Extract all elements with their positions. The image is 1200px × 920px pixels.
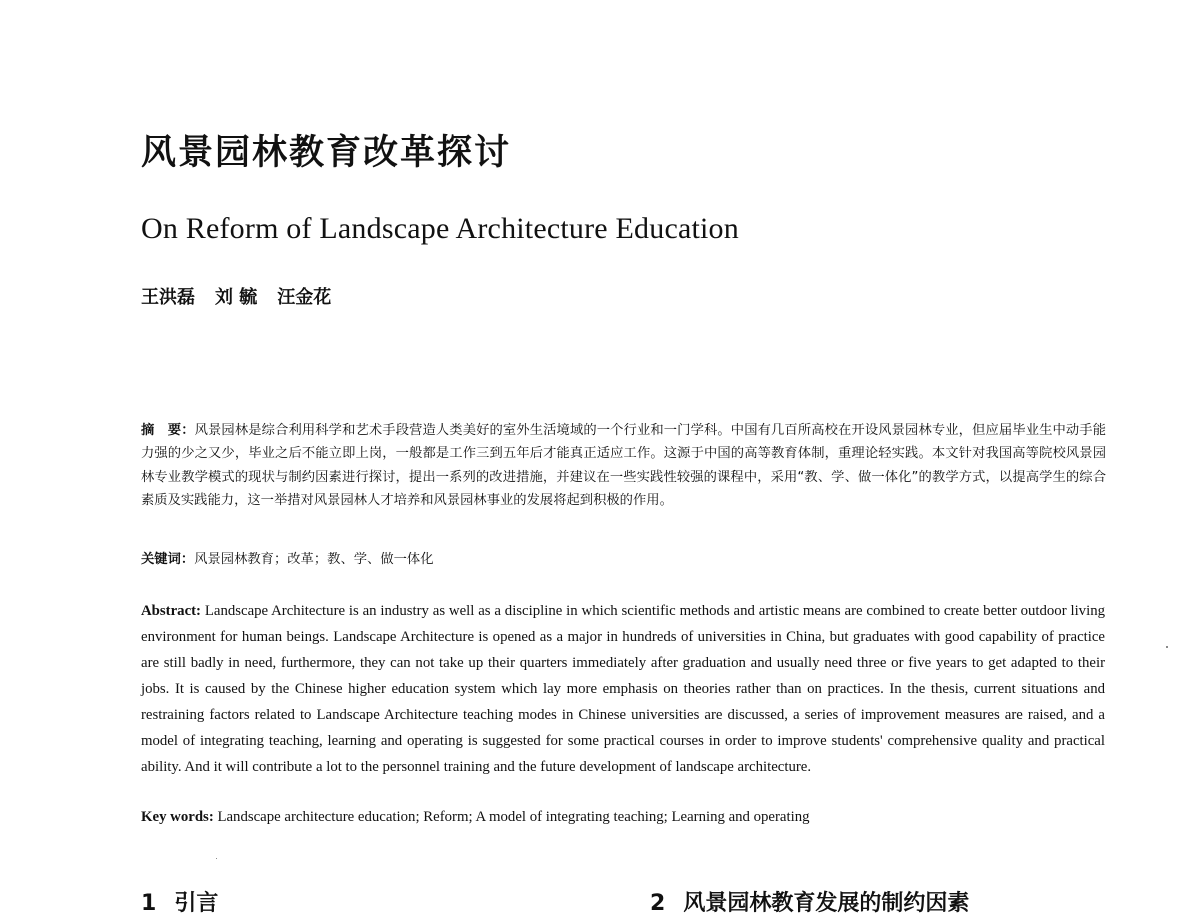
abstract-english-label: Abstract:: [141, 603, 201, 619]
scan-speck: [1166, 646, 1168, 648]
abstract-english: [141, 598, 1105, 780]
section-title: 风景园林教育发展的制约因素: [683, 891, 970, 916]
abstract-chinese-label: 摘 要：: [141, 423, 195, 438]
paper-title-english: On Reform of Landscape Architecture Education: [141, 212, 739, 245]
author-list: [141, 283, 331, 313]
abstract-chinese-text: 风景园林是综合利用科学和艺术手段营造人类美好的室外生活境域的一个行业和一门学科。中国有几百所高校在开设风景园林专业，但应届毕业生中动手能力强的少之又少，毕业之后不能立即上岗，一般都是工作三到五年后才能真正适应工作。这源于中国的高等教育体制，重理论轻实践。本文针对我国高等院校风景园林专业教学模式的现状与制约因素进行探讨，提出一系列的改进措施，并建议在一些实践性较强的课程中，采用“教、学、做一体化”的教学方式，以提高学生的综合素质及实践能力，这一举措对风景园林人才培养和风景园林事业的发展将起到积极的作用。: [141, 423, 1107, 508]
section-heading-introduction: [141, 888, 218, 920]
abstract-english-text: Landscape Architecture is an industry as well as a discipline in which scientific methods and artistic means are combined to create better outdoor living environment for human beings. Landscape Architecture is opened as a major in hundreds of universities in China, but graduates with good capability of practice are still badly in need, furthermore, they can not take up their quarters immediately after graduation and usually need three or five years to get adapted to their jobs. It is caused by the Chinese higher education system which lay more emphasis on theories rather than on practices. In the thesis, current situations and restraining factors related to Landscape Architecture teaching modes in Chinese universities are discussed, a series of improvement measures are raised, and a model of integrating teaching, learning and operating is suggested for some practical courses in order to improve students' comprehensive quality and practical ability. And it will contribute a lot to the personnel training and the future development of landscape architecture.: [141, 603, 1105, 775]
keywords-chinese-text: 风景园林教育；改革；教、学、做一体化: [194, 552, 434, 567]
keywords-english: [141, 805, 1105, 829]
section-number: 1: [141, 891, 157, 916]
abstract-chinese: [141, 419, 1106, 512]
section-title: 引言: [174, 891, 219, 916]
keywords-chinese: [141, 548, 1106, 571]
section-number: 2: [650, 891, 666, 916]
author-name: 刘 毓: [215, 287, 258, 308]
scan-speck: [216, 858, 217, 859]
section-heading-constraints: [650, 888, 969, 920]
keywords-english-label: Key words:: [141, 809, 214, 825]
author-name: 汪金花: [277, 287, 332, 308]
keywords-english-text: Landscape architecture education; Reform; A model of integrating teaching; Learning and operating: [213, 809, 810, 825]
author-name: 王洪磊: [141, 287, 195, 308]
paper-title-chinese: 风景园林教育改革探讨: [141, 132, 512, 173]
keywords-chinese-label: 关键词：: [141, 552, 195, 567]
